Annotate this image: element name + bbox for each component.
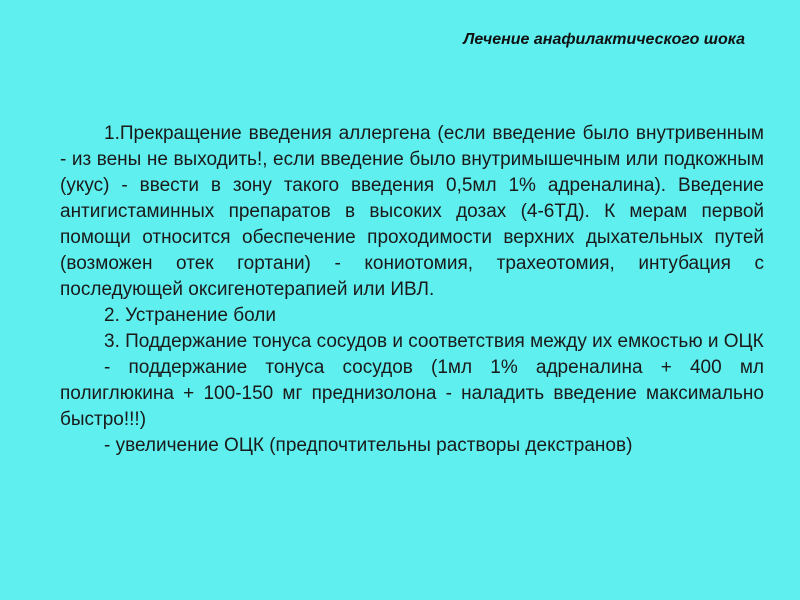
slide-title: Лечение анафилактического шока (463, 31, 745, 48)
slide-body (60, 121, 764, 459)
paragraph-pain-relief: 2. Устранение боли (104, 305, 277, 326)
paragraph-vascular-tone: 3. Поддержание тонуса сосудов и соответствия между их емкостью и ОЦК (104, 331, 764, 352)
paragraph-vascular-tone-detail: - поддержание тонуса сосудов (1мл 1% адреналина + 400 мл полиглюкина + 100-150 мг преднизолона - наладить введение максимально быстро!!!) (60, 357, 764, 430)
paragraph-blood-volume: - увеличение ОЦК (предпочтительны растворы декстранов) (104, 435, 633, 456)
paragraph-stop-allergen: 1.Прекращение введения аллергена (если введение было внутривенным - из вены не выходить!, если введение было внутримышечным или подкожным (укус) - ввести в зону такого введения 0,5мл 1% адреналина). Введение антигистаминных препаратов в высоких дозах (4-6ТД). К мерам первой помощи относится обеспечение проходимости верхних дыхательных путей (возможен отек гортани) - кониотомия, трахеотомия, интубация с последующей оксигенотерапией или ИВЛ. (60, 123, 764, 300)
